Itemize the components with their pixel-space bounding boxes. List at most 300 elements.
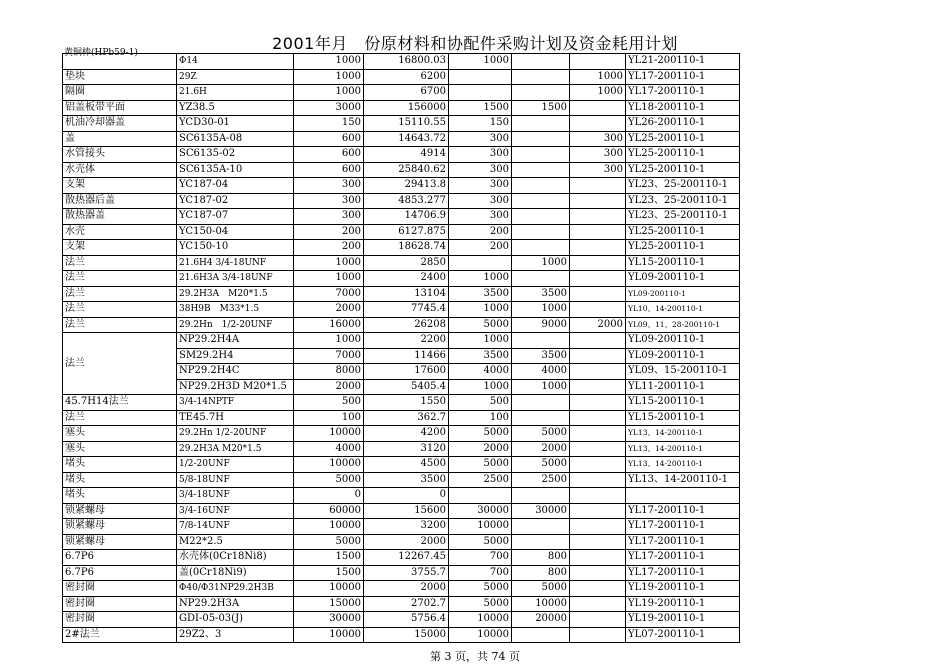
name-cell: 锁紧螺母 [63, 519, 177, 535]
ref-cell: YL13、14-200110-1 [626, 472, 740, 488]
amount-cell: 15110.55 [364, 116, 449, 132]
name-cell: 垫块 [63, 69, 177, 85]
table-row [63, 54, 740, 70]
amount-cell: 6700 [364, 85, 449, 101]
table-row [63, 255, 740, 271]
qty-cell: 10000 [294, 426, 364, 442]
page-footer: 第 3 页，共 74 页 [430, 650, 520, 663]
amount-cell: 14643.72 [364, 131, 449, 147]
qty-cell: 600 [294, 131, 364, 147]
amount-cell: 2000 [364, 581, 449, 597]
col7-cell [570, 286, 626, 302]
table-row [63, 612, 740, 628]
col5-cell: 300 [449, 147, 512, 163]
col5-cell: 1000 [449, 271, 512, 287]
col5-cell: 300 [449, 209, 512, 225]
qty-cell: 600 [294, 147, 364, 163]
col6-cell: 1000 [512, 255, 570, 271]
qty-cell: 4000 [294, 441, 364, 457]
qty-cell: 100 [294, 410, 364, 426]
col6-cell [512, 193, 570, 209]
spec-cell: YC187-07 [177, 209, 294, 225]
col6-cell [512, 116, 570, 132]
ref-cell: YL23、25-200110-1 [626, 209, 740, 225]
qty-cell: 200 [294, 224, 364, 240]
amount-cell: 6200 [364, 69, 449, 85]
table-row [63, 472, 740, 488]
col6-cell [512, 240, 570, 256]
col6-cell: 800 [512, 565, 570, 581]
table-row [63, 193, 740, 209]
col6-cell [512, 131, 570, 147]
name-cell: 密封圈 [63, 596, 177, 612]
col5-cell [449, 488, 512, 504]
col5-cell [449, 85, 512, 101]
spec-cell: YC150-10 [177, 240, 294, 256]
name-cell: 隔圈 [63, 85, 177, 101]
col7-cell: 300 [570, 131, 626, 147]
qty-cell: 1500 [294, 550, 364, 566]
col5-cell: 300 [449, 193, 512, 209]
spec-cell: NP29.2H4C [177, 364, 294, 380]
amount-cell: 18628.74 [364, 240, 449, 256]
col6-cell: 1500 [512, 100, 570, 116]
col6-cell [512, 333, 570, 349]
qty-cell: 15000 [294, 596, 364, 612]
amount-cell: 15600 [364, 503, 449, 519]
col5-cell: 5000 [449, 581, 512, 597]
col7-cell [570, 488, 626, 504]
spec-cell: SC6135A-10 [177, 162, 294, 178]
col6-cell: 1000 [512, 379, 570, 395]
col7-cell [570, 395, 626, 411]
amount-cell: 1550 [364, 395, 449, 411]
ref-cell: YL25-200110-1 [626, 131, 740, 147]
ref-cell: YL09-200110-1 [626, 348, 740, 364]
amount-cell: 25840.62 [364, 162, 449, 178]
spec-cell: 38H9B M33*1.5 [177, 302, 294, 318]
col7-cell [570, 379, 626, 395]
ref-cell: YL15-200110-1 [626, 410, 740, 426]
spec-cell: 29Z [177, 69, 294, 85]
name-cell: 支架 [63, 178, 177, 194]
col7-cell [570, 255, 626, 271]
table-row [63, 116, 740, 132]
qty-cell: 3000 [294, 100, 364, 116]
col6-cell [512, 209, 570, 225]
col5-cell: 200 [449, 224, 512, 240]
table-row [63, 627, 740, 643]
col7-cell [570, 178, 626, 194]
col5-cell: 300 [449, 131, 512, 147]
col5-cell: 10000 [449, 519, 512, 535]
qty-cell: 7000 [294, 348, 364, 364]
table-row [63, 162, 740, 178]
col7-cell [570, 271, 626, 287]
name-cell: 6.7P6 [63, 550, 177, 566]
amount-cell: 26208 [364, 317, 449, 333]
table-row [63, 596, 740, 612]
col5-cell: 150 [449, 116, 512, 132]
amount-cell: 0 [364, 488, 449, 504]
col7-cell: 2000 [570, 317, 626, 333]
qty-cell: 5000 [294, 472, 364, 488]
amount-cell: 2000 [364, 534, 449, 550]
col6-cell [512, 178, 570, 194]
qty-cell: 1000 [294, 271, 364, 287]
col5-cell: 5000 [449, 426, 512, 442]
name-cell: 散热器后盖 [63, 193, 177, 209]
col5-cell: 300 [449, 178, 512, 194]
qty-cell: 0 [294, 488, 364, 504]
name-cell: 支架 [63, 240, 177, 256]
name-cell: 塞头 [63, 426, 177, 442]
amount-cell: 29413.8 [364, 178, 449, 194]
spec-cell: YC187-04 [177, 178, 294, 194]
col6-cell [512, 410, 570, 426]
spec-cell: 5/8-18UNF [177, 472, 294, 488]
col6-cell: 5000 [512, 426, 570, 442]
spec-cell: 29.2H3A M20*1.5 [177, 286, 294, 302]
col6-cell [512, 534, 570, 550]
col5-cell: 200 [449, 240, 512, 256]
col7-cell: 300 [570, 147, 626, 163]
table-row [63, 565, 740, 581]
amount-cell: 4914 [364, 147, 449, 163]
table-row [63, 131, 740, 147]
col6-cell: 2000 [512, 441, 570, 457]
col7-cell: 1000 [570, 69, 626, 85]
ref-cell: YL09、11、28-200110-1 [626, 317, 740, 333]
name-cell: 2#法兰 [63, 627, 177, 643]
table-row [63, 209, 740, 225]
amount-cell: 3200 [364, 519, 449, 535]
name-cell: 法兰 [63, 317, 177, 333]
col7-cell [570, 565, 626, 581]
spec-cell: 盖(0Cr18Ni9) [177, 565, 294, 581]
table-row [63, 317, 740, 333]
col6-cell [512, 162, 570, 178]
col6-cell [512, 627, 570, 643]
col5-cell: 700 [449, 565, 512, 581]
ref-cell: YL10、14-200110-1 [626, 302, 740, 318]
qty-cell: 1000 [294, 85, 364, 101]
table-row [63, 224, 740, 240]
ref-cell: YL13、14-200110-1 [626, 457, 740, 473]
table-row [63, 426, 740, 442]
col7-cell [570, 426, 626, 442]
qty-cell: 1000 [294, 255, 364, 271]
name-cell: 堵头 [63, 472, 177, 488]
spec-cell: 21.6H4 3/4-18UNF [177, 255, 294, 271]
qty-cell: 10000 [294, 519, 364, 535]
qty-cell: 10000 [294, 581, 364, 597]
col6-cell [512, 488, 570, 504]
amount-cell: 5756.4 [364, 612, 449, 628]
name-cell: 堵头 [63, 488, 177, 504]
spec-cell: 29.2Hn 1/2-20UNF [177, 426, 294, 442]
ref-cell: YL09-200110-1 [626, 271, 740, 287]
col7-cell [570, 534, 626, 550]
col6-cell [512, 519, 570, 535]
qty-cell: 2000 [294, 379, 364, 395]
name-cell: 水壳体 [63, 162, 177, 178]
qty-cell: 8000 [294, 364, 364, 380]
col7-cell [570, 627, 626, 643]
col5-cell: 5000 [449, 457, 512, 473]
qty-cell: 500 [294, 395, 364, 411]
amount-cell: 11466 [364, 348, 449, 364]
qty-cell: 300 [294, 209, 364, 225]
table-row [63, 178, 740, 194]
ref-cell: YL09-200110-1 [626, 333, 740, 349]
qty-cell: 1500 [294, 565, 364, 581]
col6-cell: 3500 [512, 286, 570, 302]
ref-cell: YL17-200110-1 [626, 85, 740, 101]
amount-cell: 17600 [364, 364, 449, 380]
amount-cell: 13104 [364, 286, 449, 302]
name-cell: 密封圈 [63, 612, 177, 628]
spec-cell: NP29.2H3A [177, 596, 294, 612]
table-row [63, 534, 740, 550]
col5-cell: 3500 [449, 348, 512, 364]
ref-cell: YL23、25-200110-1 [626, 178, 740, 194]
amount-cell: 156000 [364, 100, 449, 116]
col5-cell: 500 [449, 395, 512, 411]
col6-cell: 3500 [512, 348, 570, 364]
table-row [63, 519, 740, 535]
ref-cell: YL25-200110-1 [626, 224, 740, 240]
table-row [63, 147, 740, 163]
spec-cell: SC6135-02 [177, 147, 294, 163]
col5-cell [449, 255, 512, 271]
amount-cell: 4500 [364, 457, 449, 473]
spec-cell: NP29.2H4A [177, 333, 294, 349]
name-cell: 法兰 [63, 410, 177, 426]
name-cell: 法兰 [63, 271, 177, 287]
spec-cell: 3/4-18UNF [177, 488, 294, 504]
spec-cell: 水壳体(0Cr18Ni8) [177, 550, 294, 566]
table-row [63, 488, 740, 504]
qty-cell: 5000 [294, 534, 364, 550]
ref-cell: YL17-200110-1 [626, 565, 740, 581]
col5-cell: 700 [449, 550, 512, 566]
name-cell: 45.7H14法兰 [63, 395, 177, 411]
col5-cell: 2500 [449, 472, 512, 488]
ref-cell: YL13、14-200110-1 [626, 441, 740, 457]
clipped-top-name: 黄铜棒(HPb59-1) [64, 48, 138, 58]
ref-cell: YL23、25-200110-1 [626, 193, 740, 209]
ref-cell: YL11-200110-1 [626, 379, 740, 395]
col6-cell: 5000 [512, 457, 570, 473]
col5-cell: 100 [449, 410, 512, 426]
table-row [63, 550, 740, 566]
col5-cell: 10000 [449, 627, 512, 643]
table-row [63, 85, 740, 101]
col6-cell: 30000 [512, 503, 570, 519]
col6-cell [512, 395, 570, 411]
ref-cell: YL09、15-200110-1 [626, 364, 740, 380]
ref-cell: YL25-200110-1 [626, 162, 740, 178]
name-cell: 水壳 [63, 224, 177, 240]
amount-cell: 362.7 [364, 410, 449, 426]
col6-cell: 9000 [512, 317, 570, 333]
table-row [63, 100, 740, 116]
col5-cell: 300 [449, 162, 512, 178]
col7-cell [570, 100, 626, 116]
spec-cell: GDI-05-03(J) [177, 612, 294, 628]
col7-cell [570, 441, 626, 457]
qty-cell: 10000 [294, 457, 364, 473]
ref-cell: YL18-200110-1 [626, 100, 740, 116]
name-cell: 盖 [63, 131, 177, 147]
col7-cell [570, 596, 626, 612]
spec-cell: M22*2.5 [177, 534, 294, 550]
spec-cell: SC6135A-08 [177, 131, 294, 147]
ref-cell: YL21-200110-1 [626, 54, 740, 70]
col7-cell [570, 333, 626, 349]
ref-cell: YL19-200110-1 [626, 581, 740, 597]
col7-cell [570, 472, 626, 488]
col5-cell: 3500 [449, 286, 512, 302]
amount-cell: 2702.7 [364, 596, 449, 612]
col7-cell [570, 550, 626, 566]
col6-cell [512, 147, 570, 163]
name-cell: 法兰 [63, 255, 177, 271]
name-cell: 堵头 [63, 457, 177, 473]
col5-cell: 30000 [449, 503, 512, 519]
col5-cell: 1500 [449, 100, 512, 116]
qty-cell: 300 [294, 178, 364, 194]
amount-cell: 4853.277 [364, 193, 449, 209]
col7-cell [570, 193, 626, 209]
ref-cell: YL17-200110-1 [626, 534, 740, 550]
col7-cell [570, 348, 626, 364]
col6-cell [512, 69, 570, 85]
col5-cell: 1000 [449, 54, 512, 70]
col7-cell [570, 519, 626, 535]
table-row [63, 240, 740, 256]
spec-cell: YZ38.5 [177, 100, 294, 116]
ref-cell: YL25-200110-1 [626, 240, 740, 256]
col7-cell [570, 364, 626, 380]
qty-cell: 1000 [294, 333, 364, 349]
col7-cell: 1000 [570, 85, 626, 101]
spec-cell: YC187-02 [177, 193, 294, 209]
table-row [63, 69, 740, 85]
col5-cell: 10000 [449, 612, 512, 628]
qty-cell: 600 [294, 162, 364, 178]
spec-cell: TE45.7H [177, 410, 294, 426]
col6-cell: 20000 [512, 612, 570, 628]
col7-cell [570, 457, 626, 473]
amount-cell: 15000 [364, 627, 449, 643]
spec-cell: SM29.2H4 [177, 348, 294, 364]
spec-cell: 29.2Hn 1/2-20UNF [177, 317, 294, 333]
name-cell: 法兰 [63, 302, 177, 318]
table-row [63, 271, 740, 287]
table-row [63, 302, 740, 318]
amount-cell: 4200 [364, 426, 449, 442]
table-row [63, 503, 740, 519]
table-row [63, 410, 740, 426]
amount-cell: 2400 [364, 271, 449, 287]
col6-cell: 800 [512, 550, 570, 566]
amount-cell: 2200 [364, 333, 449, 349]
col7-cell [570, 302, 626, 318]
spec-cell: 29.2H3A M20*1.5 [177, 441, 294, 457]
col6-cell: 5000 [512, 581, 570, 597]
spec-cell: YCD30-01 [177, 116, 294, 132]
col7-cell [570, 612, 626, 628]
ref-cell: YL19-200110-1 [626, 612, 740, 628]
col5-cell: 5000 [449, 317, 512, 333]
col7-cell [570, 410, 626, 426]
qty-cell: 10000 [294, 627, 364, 643]
col5-cell: 1000 [449, 302, 512, 318]
ref-cell: YL25-200110-1 [626, 147, 740, 163]
table-row [63, 286, 740, 302]
name-cell: 6.7P6 [63, 565, 177, 581]
ref-cell: YL15-200110-1 [626, 395, 740, 411]
col5-cell: 2000 [449, 441, 512, 457]
qty-cell: 7000 [294, 286, 364, 302]
name-cell: 散热器盖 [63, 209, 177, 225]
col7-cell [570, 240, 626, 256]
spec-cell: 29Z2、3 [177, 627, 294, 643]
amount-cell: 14706.9 [364, 209, 449, 225]
table-row [63, 581, 740, 597]
qty-cell: 300 [294, 193, 364, 209]
amount-cell: 7745.4 [364, 302, 449, 318]
col5-cell: 4000 [449, 364, 512, 380]
qty-cell: 1000 [294, 54, 364, 70]
spec-cell: Φ14 [177, 54, 294, 70]
spec-cell: NP29.2H3D M20*1.5 [177, 379, 294, 395]
col7-cell [570, 116, 626, 132]
col6-cell: 4000 [512, 364, 570, 380]
name-cell: 塞头 [63, 441, 177, 457]
qty-cell: 30000 [294, 612, 364, 628]
name-cell: 铝盖板带平面 [63, 100, 177, 116]
spec-cell: 21.6H3A 3/4-18UNF [177, 271, 294, 287]
name-cell: 法兰 [63, 286, 177, 302]
ref-cell: YL15-200110-1 [626, 255, 740, 271]
amount-cell: 6127.875 [364, 224, 449, 240]
name-cell: 锁紧螺母 [63, 503, 177, 519]
table-row [63, 333, 740, 349]
table-row [63, 395, 740, 411]
col6-cell [512, 271, 570, 287]
table-row [63, 457, 740, 473]
col6-cell: 10000 [512, 596, 570, 612]
col6-cell [512, 54, 570, 70]
name-cell: 法兰 [63, 333, 177, 395]
amount-cell: 3755.7 [364, 565, 449, 581]
spec-cell: Φ40/Φ31NP29.2H3B [177, 581, 294, 597]
qty-cell: 200 [294, 240, 364, 256]
page-title: 2001年月 份原材料和协配件采购计划及资金耗用计划 [272, 34, 678, 53]
ref-cell: YL17-200110-1 [626, 503, 740, 519]
col7-cell [570, 54, 626, 70]
qty-cell: 1000 [294, 69, 364, 85]
amount-cell: 5405.4 [364, 379, 449, 395]
col6-cell [512, 224, 570, 240]
col5-cell [449, 69, 512, 85]
spec-cell: 1/2-20UNF [177, 457, 294, 473]
qty-cell: 60000 [294, 503, 364, 519]
col7-cell [570, 224, 626, 240]
